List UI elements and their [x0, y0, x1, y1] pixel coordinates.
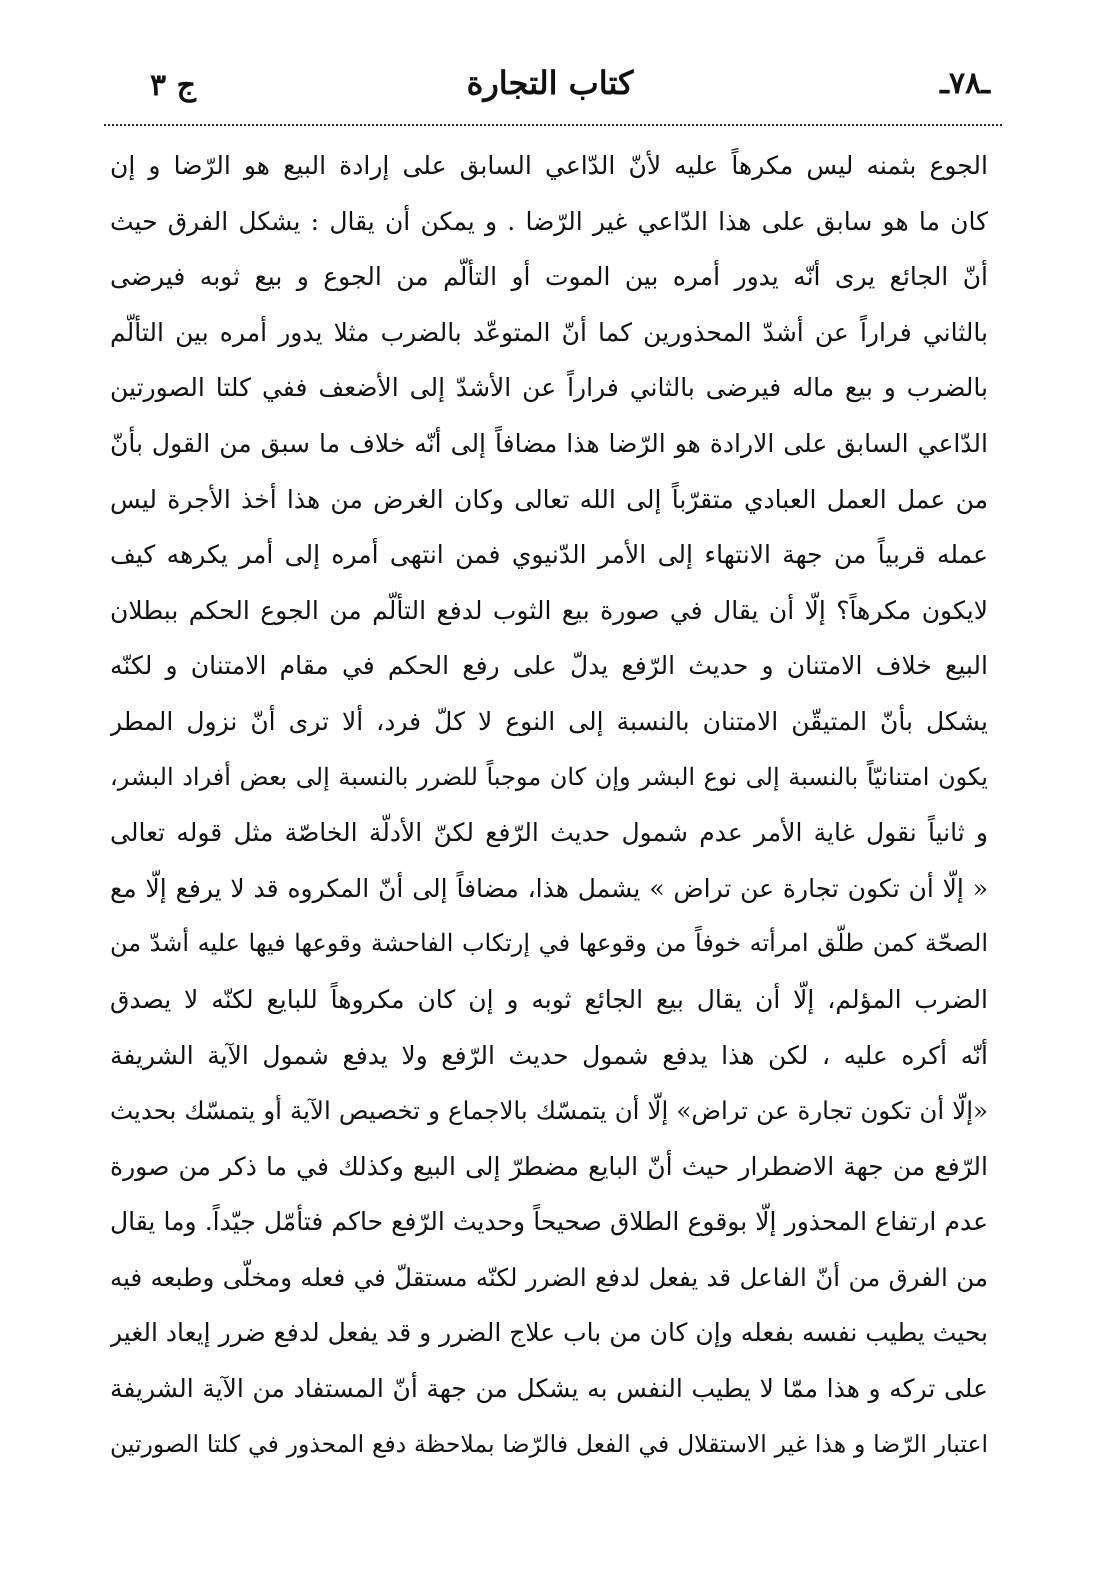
- page-header: [110, 62, 990, 114]
- text-line: بحيث يطيب نفسه بفعله وإن كان من باب علاج الضرر و قد يفعل لدفع ضرر إيعاد الغير: [110, 1318, 988, 1348]
- text-line: يكون امتنانيّاً بالنسبة إلى نوع البشر وإن كان موجباً للضرر بالنسبة إلى بعض أفراد البشر،: [110, 762, 988, 791]
- text-line: يشكل بأنّ المتيقّن الامتنان بالنسبة إلى النوع لا كلّ فرد، ألا ترى أنّ نزول المطر: [110, 706, 988, 736]
- text-line: الجوع بثمنه ليس مكرهاً عليه لأنّ الدّاعي السابق على إرادة البيع هو الرّضا و إن: [110, 151, 988, 180]
- text-line: و ثانياً نقول غاية الأمر عدم شمول حديث الرّفع لكنّ الأدلّة الخاصّة مثل قوله تعالى: [110, 818, 988, 848]
- header-divider: [104, 124, 1002, 126]
- body-text: [110, 138, 988, 1472]
- book-title: كتاب التجارة: [466, 64, 634, 102]
- text-line: بالثاني فراراً عن أشدّ المحذورين كما أنّ المتوعّد بالضرب مثلا يدور أمره بين التألّم: [110, 317, 988, 347]
- volume-label: ج ٣: [150, 68, 196, 103]
- text-line: لايكون مكرهاً؟ إلّا أن يقال في صورة بيع الثوب لدفع التألّم من الجوع الحكم ببطلان: [110, 595, 988, 625]
- text-line: أنّه أكره عليه ، لكن هذا يدفع شمول حديث الرّفع ولا يدفع شمول الآية الشريفة: [110, 1040, 988, 1070]
- text-line: « إلّا أن تكون تجارة عن تراض » يشمل هذا، مضافاً إلى أنّ المكروه قد لا يرفع إلّا مع: [110, 873, 988, 903]
- text-line: عدم ارتفاع المحذور إلّا بوقوع الطلاق صحيحاً وحديث الرّفع حاكم فتأمّل جيّداً. وما يقال: [110, 1207, 988, 1237]
- text-line: من عمل العمل العبادي متقرّباً إلى الله تعالى وكان الغرض من هذا أخذ الأجرة ليس: [110, 484, 988, 514]
- text-line: الرّفع من جهة الاضطرار حيث أنّ البايع مضطرّ إلى البيع وكذلك في ما ذكر من صورة: [110, 1151, 988, 1181]
- text-line: من الفرق من أنّ الفاعل قد يفعل لدفع الضرر لكنّه مستقلّ في فعله ومخلّى وطبعه فيه: [110, 1262, 988, 1292]
- text-line: أنّ الجائع يرى أنّه يدور أمره بين الموت أو التألّم من الجوع و بيع ثوبه فيرضى: [110, 262, 988, 292]
- text-line: الصحّة كمن طلّق امرأته خوفاً من وقوعها في إرتكاب الفاحشة وقوعها فيها عليه أشدّ من: [110, 929, 988, 958]
- page-number: ـ٧٨ـ: [940, 66, 990, 101]
- text-line: كان ما هو سابق على هذا الدّاعي غير الرّضا . و يمكن أن يقال : يشكل الفرق حيث: [110, 206, 988, 236]
- text-line: على تركه و هذا ممّا لا يطيب النفس به يشكل من جهة أنّ المستفاد من الآية الشريفة: [110, 1374, 988, 1404]
- text-line: اعتبار الرّضا و هذا غير الاستقلال في الفعل فالرّضا بملاحظة دفع المحذور في كلتا الصورتين: [110, 1429, 988, 1458]
- text-line: بالضرب و بيع ماله فيرضى بالثاني فراراً عن الأشدّ إلى الأضعف ففي كلتا الصورتين: [110, 373, 988, 403]
- text-line: الضرب المؤلم، إلّا أن يقال بيع الجائع ثوبه و إن كان مكروهاً للبايع لكنّه لا يصدق: [110, 984, 988, 1014]
- text-line: «إلّا أن تكون تجارة عن تراض» إلّا أن يتمسّك بالاجماع و تخصيص الآية أو يتمسّك بحديث: [110, 1096, 988, 1126]
- text-line: البيع خلاف الامتنان و حديث الرّفع يدلّ على رفع الحكم في مقام الامتنان و لكنّه: [110, 651, 988, 681]
- text-line: عمله قربياً من جهة الانتهاء إلى الأمر الدّنيوي فمن انتهى أمره إلى أمر يكرهه كيف: [110, 540, 988, 570]
- text-line: الدّاعي السابق على الارادة هو الرّضا هذا مضافاً إلى أنّه خلاف ما سبق من القول بأنّ: [110, 428, 988, 458]
